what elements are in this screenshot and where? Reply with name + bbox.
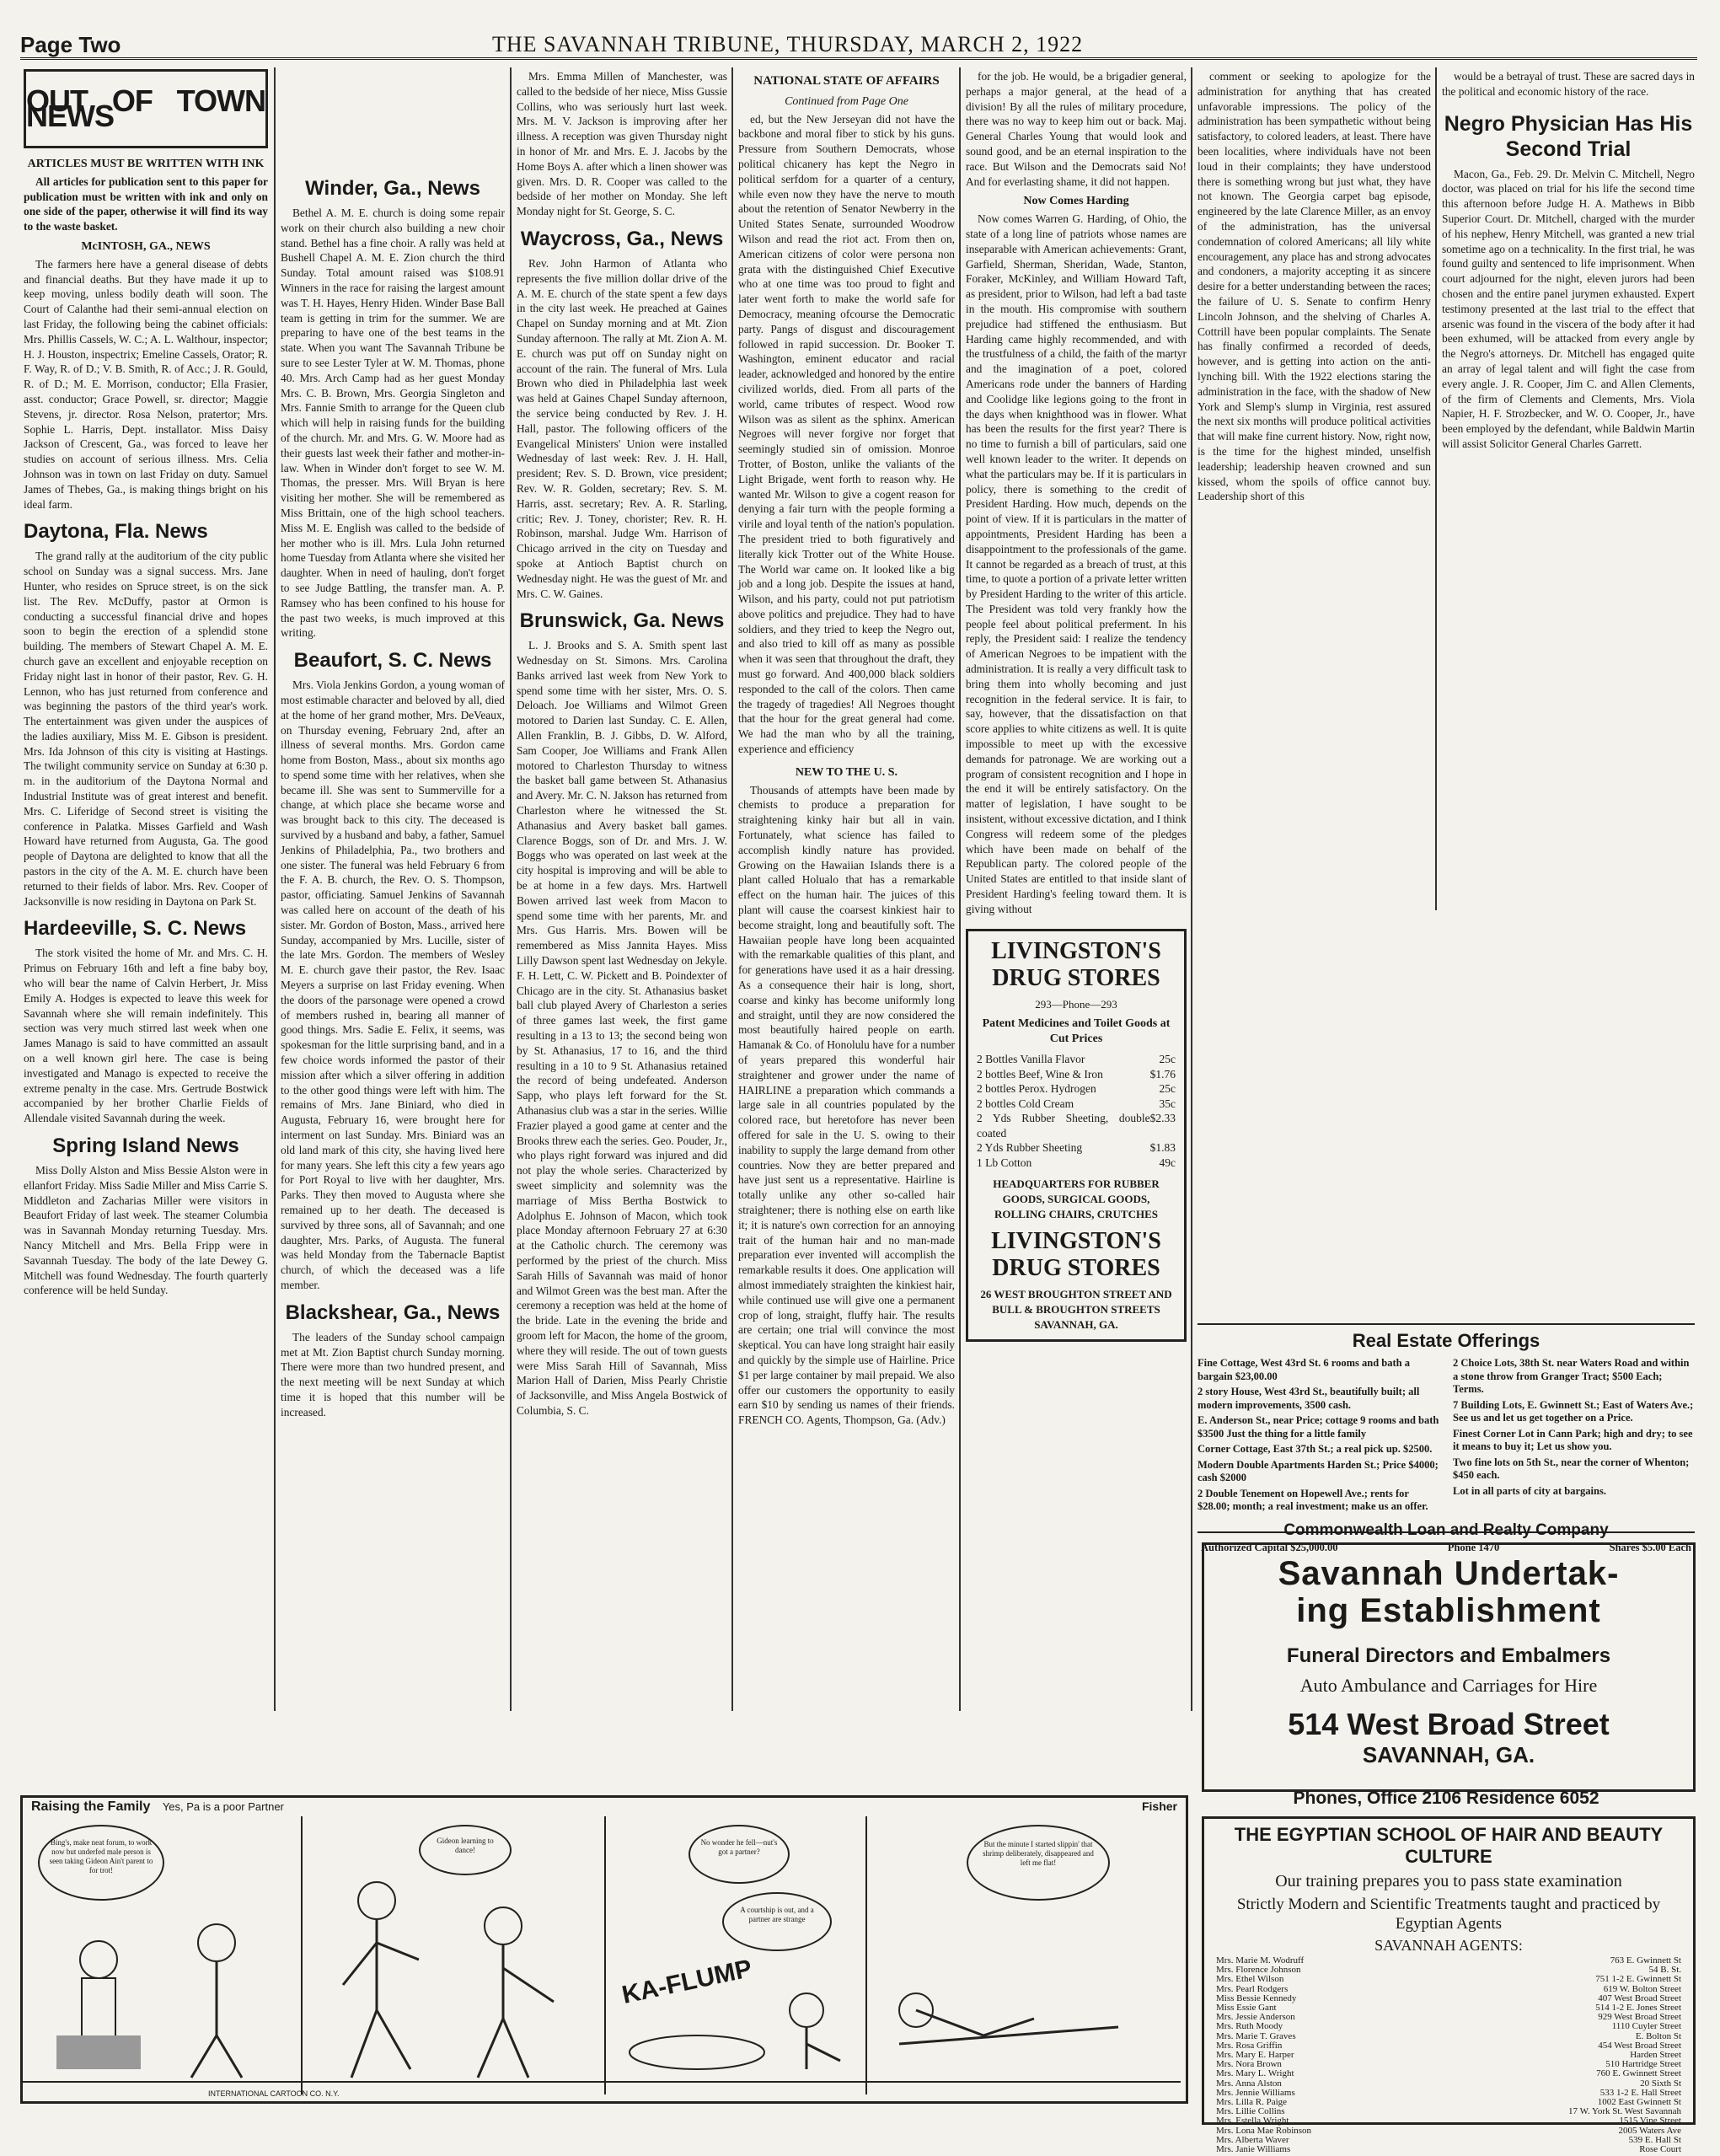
item-name: 2 Bottles Vanilla Flavor [977, 1053, 1085, 1066]
column-2 [281, 169, 505, 1795]
speech-balloon: But the minute I started slippin' that shrimp deliberately, disappeared and left me flat! [967, 1825, 1110, 1901]
price-list-item [977, 1081, 1176, 1097]
comic-panel-4 [865, 1816, 1181, 2094]
column-1 [24, 69, 268, 1780]
waycross-article: Rev. John Harmon of Atlanta who represents the five million dollar drive of the A. M. E. church of the state spent a few days in the city last week. He preached at Gaines Chapel on Sunday morning and at Mt. Zion Sunday afternoon. The rally at Mt. Zion A. M. E. church was put off on Sunday night on account of the rain. The funeral of Mrs. Lula Brown who died in Philadelphia last week was held at Gaines Chapel Sunday afternoon, the service being conducted by Rev. J. H. Hall, pastor. The following officers of the Evangelical Ministers' Union were installed Wednesday of last week: Rev. J. H. Hall, president; Rev. S. D. Brown, vice president; Rev. W. R. Golden, secretary; Rev. S. M. Harris, asst. secretary; Rev. A. R. Starling, critic; Rev. J. Toney, chorister; Rev. R. H. Robinson, marshal. Judge Wm. Harrison of Chicago arrived in the city on Tuesday and spoke at Antioch Baptist church on Wednesday night. He was the guest of Mr. and Mrs. C. W. Gaines. [517, 256, 727, 600]
agent-name: Mrs. Lilla R. Paige [1216, 2097, 1288, 2108]
column-rule [731, 67, 733, 1711]
comic-figures-panel-1 [23, 1816, 301, 2094]
sound-effect: KA-FLUMP [619, 1955, 755, 2009]
harding-article: Now comes Warren G. Harding, of Ohio, the state of a long line of patriots whose names are inseparable with American achievements: Grant, Garfield, Sherman, Sheridan, Wade, Stanton, Foraker, McKinley, and William Howard Taft, as president, prior to Wilson, had left a bad taste in the mouth. His compromise with southern prejudice had stiffened the enthusiasm. But Harding came highly recommended, and with the trustfulness of a child, the faith of the martyr and the imagination of a poet, colored Americans rode under the banners of Harding and Coolidge like legions going to the front in the days when knighthood was in flower. What has been the results for the first year? There is no time to furnish a bill of particulars, said one well known leader to the writer. It depends on what the particulars may be. If it is particulars in policy, there is something to the credit of President Harding. How much, depends on the point of view. If it is particulars in the matter of appointments, President Harding has been a disappointment to the professionals of the game. It cannot be regarded as a breach of trust, at this time, to quote a portion of a private letter written by President Harding to the writer of this article. The President was told very frankly how the people feel about political preferment. In his reply, the President said: I realize the tendency of American Negroes to be impatient with the administration. It is really a very difficult task to bring them into wholly becoming and just recognition in the federal service. It is fair, to say, however, that the dissatisfaction on that score applies to white citizens as well. It is quite impossible to meet up with the excessive demands for patronage. We are working out a program of consistent recognition and I hope in the end it will be entirely satisfactory. On the matter of legislation, I have sought to be insistent, without excessive dictation, and I think Congress will redeem some of the pledges which have been made on behalf of the Republican party. The colored people of the United States are entitled to that inside slant of President Harding's feeling toward them. It is giving without [966, 212, 1187, 915]
agent-name: Mrs. Estella Wright [1216, 2116, 1289, 2127]
agent-address: 2005 Waters Ave [1618, 2125, 1681, 2136]
agent-row [1216, 1975, 1681, 1984]
agent-name: Mrs. Mary E. Harper [1216, 2050, 1294, 2061]
column-rule [1435, 67, 1437, 910]
comic-strip [20, 1795, 1188, 2104]
notice-title: ARTICLES MUST BE WRITTEN WITH INK [27, 158, 265, 170]
undertaking-title-line-1: Savannah Undertak- [1278, 1555, 1620, 1592]
winder-article: Bethel A. M. E. church is doing some repair work on their church also building a new choir stand. Bethel has a fine choir. A rally was held at Bushell Chapel A. M. E. Zion church the third Sunday. Total amount raised was $108.91 Winners in the race for raising the largest amount was T. H. Hayes, Henry Hiden. Winder Base Ball team is getting in trim for the summer. We are preparing to have one of the best teams in the state. When you want The Savannah Tribune be sure to see Lester Tyler at W. M. Thomas, phone 40. Mrs. Arch Camp had as her guest Monday Mrs. C. B. Brown, Mrs. Georgia Singleton and Mrs. Fannie Smith to arrange for the Queen club which will help in raising funds for the building of the church. Mr. and Mrs. G. W. Moore had as their guests last week their father and mother-in-law. When in Winder don't forget to see W. M. Thomas, the presser. Mrs. Will Bryan is here visiting her mother. She will be remembered as Miss Brittain, one of the high school teachers. Miss M. E. English was called to the bedside of her mother who is ill. Mrs. Lula John returned home Tuesday from Atlanta where she visited her daughter. When in need of hauling, don't forget to see Judge Battling, the transfer man. A. P. Ramsey who has been confined to his house for the past two weeks, is much improved at this writing. [281, 206, 505, 640]
realty-phone: Phone 1470 [1447, 1541, 1500, 1553]
agent-name: Mrs. Jessie Anderson [1216, 2012, 1295, 2023]
agent-address: E. Bolton St [1635, 2030, 1681, 2041]
column-4 [738, 69, 955, 1789]
comic-title [31, 1799, 284, 1815]
livingston-title-2: LIVINGSTON'S DRUG STORES [991, 1228, 1161, 1282]
agent-address: 407 West Broad Street [1598, 1992, 1681, 2003]
undertaking-title-line-2: ing Establishment [1296, 1592, 1601, 1629]
brunswick-headline: Brunswick, Ga. News [519, 609, 725, 633]
column-5 [966, 69, 1187, 1789]
agent-row [1216, 2069, 1681, 2078]
waycross-headline: Waycross, Ga., News [520, 227, 724, 250]
agent-name: Mrs. Mary L. Wright [1216, 2068, 1294, 2079]
agent-name: Miss Essie Gant [1216, 2003, 1277, 2014]
livingston-title: LIVINGSTON'S DRUG STORES [991, 937, 1161, 991]
undertaking-city: SAVANNAH, GA. [1362, 1742, 1535, 1767]
column-7-continuation: would be a betrayal of trust. These are sacred days in the political and economic history of the race. [1442, 70, 1695, 98]
price-list-item [977, 1067, 1176, 1082]
column-rule [959, 67, 961, 1711]
column-rule [510, 67, 512, 1711]
comic-artist: Fisher [1141, 1799, 1177, 1813]
undertaking-ambulance: Auto Ambulance and Carriages for Hire [1299, 1675, 1598, 1696]
price-list-item [977, 1097, 1176, 1112]
agent-row [1216, 2022, 1681, 2031]
egyptian-school-ad [1202, 1816, 1696, 2155]
spring-island-article: Miss Dolly Alston and Miss Bessie Alston were in ellanfort Friday. Miss Sadie Miller and Miss Carrie S. Middleton and Zacharias Miller were visitors in Beaufort Friday of last week. The steamer Columbia was in Savannah Monday returning Tuesday. Mrs. Nancy Mitchell and Mrs. Bella Fripp were in Savannah Tuesday. The body of the late Dewey G. Mitchell was found Wednesday. The fourth quarterly conference will be held Sunday. [24, 1164, 268, 1297]
national-affairs-continuation: for the job. He would, be a brigadier general, perhaps a major general, at the head of a division! By all the rules of military procedure, there was no way to keep him out or back. Maj. General Charles Young that would look and sound good, and be an eternal inspiration to the race. But Wilson and the Democrats said No! And for everlasting shame, it did not happen. [966, 70, 1187, 188]
livingston-phone: 293—Phone—293 [1035, 997, 1117, 1011]
realty-capital: Authorized Capital $25,000.00 [1201, 1541, 1338, 1553]
item-name: 1 Lb Cotton [977, 1156, 1032, 1169]
item-price: 25c [1159, 1082, 1176, 1096]
undertaking-address: 514 West Broad Street [1288, 1707, 1610, 1741]
agent-name: Mrs. Alberta Waver [1216, 2134, 1289, 2145]
livingston-drug-ad [966, 929, 1187, 1342]
beaufort-headline: Beaufort, S. C. News [293, 649, 492, 673]
agent-name: Mrs. Ethel Wilson [1216, 1974, 1284, 1985]
comic-figures-panel-3 [604, 1816, 865, 2094]
mcintosh-article: The farmers here have a general disease of debts and financial deaths. But they have made it up to keep moving, unless bodily death will soon. The Court of Calanthe had their semi-annual election on last Friday, the following being the cabinet officials: Mrs. Phillis Cassels, W. C.; A. L. Walthour, inspector; H. J. Houston, inspectrix; Emeline Cassels, Orator; R. F. Way, R. of D.; V. B. Smith, R. of Acc.; J. R. Gould, R. of D.; M. E. Morrison, conductor; Ella Frasier, asst. conductor; Grace Powell, sr. director; Maggie Stevens, jr. director. Rosa Nelson, pratertor; Mrs. Sophie L. Harris, Dept. installator. Miss Daisy Jackson of Crescent, Ga., was forced to leave her studies on account of serious illness. Mrs. Celia Johnson was in town on last Friday on duty. Samuel James of Thebes, Ga., is making things bright on his ideal farm. [24, 257, 268, 511]
paper-dateline: THE SAVANNAH TRIBUNE, THURSDAY, MARCH 2, 1922 [492, 32, 1084, 56]
hardeeville-headline: Hardeeville, S. C. News [24, 917, 247, 941]
daytona-article: The grand rally at the auditorium of the city public school on Sunday was a signal success. Mrs. Jane Hunter, who resides on Spruce street, is on the sick list. The Rev. McDuffy, pastor at Ormon is conducting a successful financial drive and hopes soon to begin the erection of a splendid stone building. The members of Stewart Chapel A. M. E. church gave an excellent and enjoyable reception on Friday night last in honor of their pastor, Rev. G. H. Lennon, who has just returned from conference and was beginning the pastors of the third year's work. The entertainment was given under the auspices of the ladies auxiliary, Miss M. E. Gibson is president. Mrs. Ida Johnson of this city is visiting at Hastings. The twilight community service on Sunday at 6:30 p. m. in the auditorium of the Daytona Normal and Industrial Institute was of great interest and benefit. Mrs. C. Liferidge of Second street is visiting the conference in Palatka. Misses Garfield and Wash Howard have returned from Augusta, Ga. The good people of Daytona are delighted to know that all the pastors in the city of the A. M. E. church have been returned to their fields of labor. Mrs. Rev. Cooper of Jacksonville is now residing in Daytona on Park St. [24, 550, 268, 908]
harding-headline: Now Comes Harding [1023, 195, 1129, 208]
agent-address: 619 W. Bolton Street [1603, 1983, 1681, 1994]
agent-name: Mrs. Florence Johnson [1216, 1965, 1301, 1976]
agent-name: Mrs. Pearl Rodgers [1216, 1983, 1289, 1994]
livingston-headquarters: HEADQUARTERS FOR RUBBER GOODS, SURGICAL GOODS, ROLLING CHAIRS, CRUTCHES [993, 1177, 1160, 1220]
national-affairs-conclusion: comment or seeking to apologize for the administration for anything that has created unfavorable impressions. The policy of the administration has been sympathetic without being satisfactory, to colored leaders, at least. There have been localities, where individuals have not been loud in their complaints; they have understood there is something wrong but just what, they have not known. The Georgia carpet bag episode, engineered by the late Clarence Miller, as an envoy of the administration, has the universal condemnation of colored Americans; all lily white encouragement, any place has and strong advocates and condoners, a majority accepting it as sincere desire for a better understanding between the races; the failure of U. S. Senate to confirm Henry Lincoln Johnson, and the shelving of Charles A. Cottrill have been popular complaints. The Senate has finally confirmed a recorded of deeds, however, and is getting into action on the anti-lynching bill. With the 1922 elections staring the administration in the face, with the shadow of New York and Slemp's slump in Virginia, rest assured the next six months will produce political activities that will make fine current history. Now, right now, is the time for the highest minded, unselfish leadership; leadership heaven crowned and sun kissed, whom the spoils of office cannot buy. Leadership short of this [1198, 70, 1431, 503]
item-name: 2 Yds Rubber Sheeting [977, 1141, 1083, 1155]
real-estate-listing: Finest Corner Lot in Cann Park; high and dry; to see it means to buy it; Let us show you. [1453, 1427, 1693, 1452]
livingston-address: 26 WEST BROUGHTON STREET AND BULL & BROUGHTON STREETS SAVANNAH, GA. [980, 1288, 1172, 1331]
agent-address: Rose Court [1639, 2144, 1681, 2155]
agent-address: 20 Sixth St [1640, 2078, 1681, 2089]
agent-address: 760 E. Gwinnett Street [1596, 2068, 1681, 2079]
comic-credit: INTERNATIONAL CARTOON CO. N.Y. [208, 2089, 340, 2098]
brunswick-article: L. J. Brooks and S. A. Smith spent last Wednesday on St. Simons. Mrs. Carolina Banks arrived last week from New York to spend some time with her sister, Mrs. O. S. Deloach. Joe Williams and Wilmot Green motored to Darien last Sunday. C. E. Allen, Allen Franklin, B. J. Gibbs, D. W. Alford, Sam Cooper, Joe Williams and Frank Allen motored to Charleston Thursday to witness the basket ball game between St. Athanasius and Avery. Mr. C. N. Jakson has returned from Charleston where he witnessed the St. Athanasius and Avery basket ball games. Clarence Boggs, son of Dr. and Mrs. J. W. Boggs who was operated on last week at the city hospital is improving and will be able to be at home in a few days. Mrs. Hartwell Bowen arrived last week from Macon to spend some time with her parents, Mr. and Mrs. Gus Harris. Mrs. Bowen will be remembered as Miss Jannita Hayes. Miss Lilly Dawson spent last Wednesday on Jekyle. F. H. Lett, C. W. Pickett and B. Poindexter of Chicago are in the city. St. Athanasius basket ball club played Avery of Charleston a series of three games last week, the first game resulting in a 13 to 13; the second being won by St. Athanasius, 17 to 16, and the third resulting in a 10 to 9 St. Athanasius retained the record of being undefeated. Anderson Sapp, who plays left forward for the St. Athanasius club was a star in the series. Willie Frazier played a good game at center and the Brooks threw each the series. Geo. Pouder, Jr., who plays right forward was injured and did not play the whole series. Characterized by sweet simplicity and solemnity was the marriage of Miss Bertha Bostwick to Adolphus E. Johnson of Macon, which took place Monday afternoon February 27 at 6:30 at the Catholic church. The ceremony was performed by the priest of the church. Miss Sarah Hills of Savannah was maid of honor and Wilmot Green was the best man. After the ceremony a reception was held at the home of the bride. Late in the evening the bride and groom left for Macon, the home of the groom, where they will reside. The out of town guests were Miss Sarah Hill of Savannah, Miss Marion Hall of Darien, Miss Pearly Christie of Jacksonville, and Miss Angela Bostwick of Columbia, S. C. [517, 639, 727, 1417]
column-7 [1442, 69, 1695, 1300]
column-6 [1198, 69, 1431, 1300]
agent-name: Mrs. Lona Mae Robinson [1216, 2125, 1312, 2136]
comic-panel-2 [301, 1816, 606, 2094]
agent-row [1216, 2116, 1681, 2126]
national-affairs-headline: NATIONAL STATE OF AFFAIRS [753, 74, 940, 88]
speech-balloon: No wonder he fell—nut's got a partner? [689, 1825, 790, 1884]
agent-address: 763 E. Gwinnett St [1610, 1955, 1681, 1966]
item-name: 2 bottles Perox. Hydrogen [977, 1082, 1096, 1096]
real-estate-title: Real Estate Offerings [1352, 1330, 1540, 1351]
egyptian-school-tagline: Our training prepares you to pass state examination [1275, 1872, 1622, 1891]
real-estate-listing: Modern Double Apartments Harden St.; Price $4000; cash $2000 [1198, 1458, 1439, 1483]
livingston-price-list [977, 1052, 1176, 1170]
agent-address: 510 Hartridge Street [1605, 2059, 1681, 2070]
daytona-headline: Daytona, Fla. News [24, 520, 208, 544]
agent-row [1216, 2145, 1681, 2154]
agent-address: 514 1-2 E. Jones Street [1595, 2003, 1681, 2014]
notice-text: All articles for publication sent to this paper for publication must be written with ink and only on one side of the paper, otherwise it will find its way to the waste basket. [24, 174, 268, 233]
item-price: $1.83 [1149, 1141, 1176, 1155]
column-3-article-continuation: Mrs. Emma Millen of Manchester, was called to the bedside of her niece, Miss Gussie Collins, who was seriously hurt last week. Mrs. M. V. Jackson is improving after her illness. A reception was given Thursday night in honor of Mr. and Mrs. E. J. Jacobs by the Home Boys A. after which a linen shower was given. Mrs. D. R. Cooper was called to the bedside of her mother on Monday. She left Monday night for St. George, S. C. [517, 70, 727, 218]
agent-name: Mrs. Marie M. Wodruff [1216, 1955, 1305, 1966]
item-price: $2.33 [1149, 1112, 1176, 1125]
real-estate-list-right [1453, 1357, 1695, 1516]
comic-figures-panel-4 [865, 1816, 1181, 2094]
page-number: Page Two [20, 32, 121, 57]
continued-note: Continued from Page One [785, 94, 908, 108]
out-of-town-banner [24, 69, 268, 148]
agent-address: 17 W. York St. West Savannah [1568, 2106, 1681, 2117]
agent-name: Mrs. Lillie Collins [1216, 2106, 1285, 2117]
real-estate-listing: Lot in all parts of city at bargains. [1453, 1484, 1606, 1497]
agent-address: 539 E. Hall St [1628, 2134, 1681, 2145]
comic-figures-panel-2 [301, 1816, 604, 2094]
agent-name: Miss Bessie Kennedy [1216, 1992, 1297, 2003]
speech-balloon: Gideon learning to dance! [419, 1825, 512, 1875]
agent-name: Mrs. Rosa Griffin [1216, 2040, 1283, 2051]
egyptian-school-title: THE EGYPTIAN SCHOOL OF HAIR AND BEAUTY CULTURE [1234, 1824, 1664, 1867]
price-list-item [977, 1140, 1176, 1156]
agent-name: Mrs. Nora Brown [1216, 2059, 1282, 2070]
mcintosh-headline: McINTOSH, GA., NEWS [81, 239, 211, 253]
egyptian-agents-list [1204, 1955, 1693, 2156]
livingston-subtitle: Patent Medicines and Toilet Goods at Cut Prices [982, 1017, 1171, 1046]
real-estate-ad [1198, 1323, 1695, 1553]
negro-physician-headline: Negro Physician Has His Second Trial [1444, 111, 1693, 161]
real-estate-listing: E. Anderson St., near Price; cottage 9 rooms and bath $3500 Just the thing for a little family [1198, 1414, 1439, 1440]
agent-name: Mrs. Anna Alston [1216, 2078, 1282, 2089]
agent-address: 54 B. St. [1648, 1965, 1681, 1976]
egyptian-school-description: Strictly Modern and Scientific Treatments taught and practiced by Egyptian Agents [1236, 1896, 1661, 1933]
real-estate-listing: 2 story House, West 43rd St., beautifully built; all modern improvements, 3500 cash. [1198, 1386, 1420, 1411]
national-affairs-article: ed, but the New Jerseyan did not have the backbone and moral fiber to stick by his guns. Pressure from Southern Democrats, whose political chicanery has kept the Negro in political serfdom for a quarter of a century, while even now they have the nerve to mouth about the retention of Senator Newberry in the United States Senate, surrounded Woodrow Wilson and read the riot act. From then on, American citizens of color were persona non grata with the distinguished Chief Executive who at one time was too proud to fight and later went forth to make the world safe for Democracy, meaning ofcourse the Democratic party. Pangs of disgust and discouragement followed in rapid succession. Dr. Booker T. Washington, eminent educator and racial leader, acknowledged and honored by the entire civilized worlds, died. From all parts of the world, came tributes of respect. Wood row Wilson was as silent as the sphinx. American Negroes will never forgive nor forget that seemingly studied sin of omission. Monroe Trotter, of Boston, unlike the valiants of the Light Brigade, went forth to reason why. He wanted Mr. Wilson to give a cogent reason for denying a fair turn with the people forming a virile and loyal tenth of the nation's population. The president tried to both figuratively and literally kick Trotter out of the White House. The World war came on. It looked like a big job and a long job. Despite the issues at hand, Wilson, and his party, could not put patriotism above politics and prejudice. They had to have soldiers, and they tried to keep the Negro out, and also tried to kill off as many as possible when it was seen that throughout the draft, they must go forward. And 400,000 black soldiers responded to the call of the colors. Then came the tragedy of tragedies! All Negroes thought that the hour for the great general had come. We had the man who by all the training, experience and efficiency [738, 112, 955, 756]
agent-address: 751 1-2 E. Gwinnett St [1595, 1974, 1681, 1985]
beaufort-article: Mrs. Viola Jenkins Gordon, a young woman of most estimable character and beloved by all, died at the home of her grand mother, Mrs. DeVeaux, on Thursday evening, February 2nd, after an illness of several months. Mrs. Gordon came home from Boston, Mass., about six months ago to spend some time with her relatives, when she became ill. She was sent to Summerville for a change, at which place she became worse and was brought back to this city. The deceased is survived by a husband and baby, a father, Samuel Jenkins of Philadelphia, Pa., two brothers and one sister. The funeral was held February 6 from the F. A. B. church, the Rev. O. S. Thompson, pastor, officiating. Samuel Jenkins of Savannah was called here on account of the death of his sister. Mr. Gordon of Boston, Mass., arrived here Sunday, accompanied by Mrs. Lucille, sister of the late Mrs. Gordon. The members of Wesley M. E. church gave their pastor, the Rev. Isaac Meyers a surprise on last Friday evening. When the doors of the parsonage were opened a crowd of members rushed in, bearing all manner of good things. Mrs. Sadie E. Felix, it seems, was spokesman for the little surprising band, and in a few choice words informed the pastor of their mission after which a silver offering in addition to the other good things were left with him. The remains of Mrs. Jane Biniard, who died in Augusta, February 16, were brought here for interment on last Sunday. Mrs. Biniard was an old land mark of this city, she having lived here for many years. She left this city a few years ago for Port Royal to live with her daughter, Mrs. Parks. They then moved to Augusta where she remained up to her death. The deceased is survived by three sons, all of Savannah; and one daughter, Mrs. Parks, of Augusta. The funeral was held Monday from the Tabernacle Baptist church, of which the deceased was a life member. [281, 678, 505, 1291]
comic-panel-1 [23, 1816, 303, 2094]
price-list-item [977, 1111, 1176, 1140]
winder-headline: Winder, Ga., News [305, 177, 480, 200]
new-to-us-headline: NEW TO THE U. S. [795, 765, 898, 779]
item-price: $1.76 [1149, 1067, 1176, 1081]
agent-address: 454 West Broad Street [1598, 2040, 1681, 2051]
item-name: 2 Yds Rubber Sheeting, double coated [977, 1112, 1150, 1140]
real-estate-listing: Corner Cottage, East 37th St.; a real pick up. $2500. [1198, 1443, 1433, 1455]
egyptian-agents-title: SAVANNAH AGENTS: [1374, 1937, 1523, 1954]
undertaking-ad [1202, 1542, 1696, 1792]
speech-balloon: Bing's, make neat forum, to work now but underfed male person is seen taking Gideon Ain't parent to for trot! [38, 1825, 164, 1901]
hardeeville-article: The stork visited the home of Mr. and Mrs. C. H. Primus on February 16th and left a fine baby boy, who will bear the name of Calvin Herbert, Jr. Miss Emily A. Hodges is expected to leave this week for Savannah where she will remain indefinitely. This section was very much stirred last week when one James Manago is said to have committed an assault on a well known girl here. The case is being investigated and Manago is expected to receive the extreme penalty in the case. Mrs. Gertrude Bostwick accompanied by her brother Charlie Fields of Allendale visited Savannah during the week. [24, 947, 268, 1125]
agent-address: Harden Street [1630, 2050, 1681, 2061]
agent-name: Mrs. Marie T. Graves [1216, 2030, 1296, 2041]
price-list-item [977, 1052, 1176, 1067]
comic-panel-3 [604, 1816, 867, 2094]
real-estate-list-left [1198, 1357, 1439, 1516]
undertaking-phones: Phones, Office 2106 Residence 6052 [1293, 1789, 1599, 1808]
agent-address: 533 1-2 E. Hall Street [1599, 2087, 1681, 2098]
new-to-us-article: Thousands of attempts have been made by chemists to produce a preparation for straightening kinky hair but all in vain. Fortunately, what science has failed to accomplish kindly nature has provided. Growing on the Hawaiian Islands there is a plant called Holualo that has a remarkable effect on the human hair. The juices of this plant will cause the coarsest kinkiest hair to become straight, long and beautifully soft. The Hawaiian people have long been acquainted with the remarkable qualities of this plant, and for generations have used it as a hair dressing. As a consequence their hair is long, short, coarse and kinky has become uniformly long and straight, until they are now considered the most beautifully haired people on earth. Hamanak & Co. of Honolulu have for a number of years prepared this wonderful hair straightener and grower under the name of HAIRLINE a preparation which commands a large sale in all countries populated by the colored race, but heretofore has never been offered for sale in the U. S. owing to their inability to supply the large demand from other countries. Now they are better prepared and have just sent us a representative. Hairline is totally unlike any other so-called hair straightener; there is nothing else on earth like it; it is nature's own correction for an annoying trait of the human hair and no man-made preparation ever invented will accomplish the remarkable results it does. One application will almost immediately straighten the kinkiest hair, while continued use will give one a permanent crop of long, straight, fluffy hair. The results are certain; one trial will convince the most skeptical. You can have long straight hair easily and quickly by the simple use of Hairline. Price $1 per large container by mail prepaid. We also offer our customers the opportunity to easily earn $10 by sending us names of their friends. FRENCH CO. Agents, Thompson, Ga. (Adv.) [738, 783, 955, 1427]
comic-title-text: Raising the Family [31, 1799, 151, 1814]
masthead [20, 32, 1697, 60]
section-banner-title: OUT OF TOWN NEWS [26, 83, 265, 133]
blackshear-article: The leaders of the Sunday school campaign met at Mt. Zion Baptist church Sunday morning. There were more than two hundred present, and the next meeting will be next Sunday at which time it is hoped that this number will be increased. [281, 1330, 505, 1419]
real-estate-listing: 7 Building Lots, E. Gwinnett St.; East of Waters Ave.; See us and let us get together on a Price. [1453, 1398, 1694, 1424]
agent-name: Mrs. Janie Williams [1216, 2144, 1291, 2155]
item-price: 35c [1159, 1097, 1176, 1110]
real-estate-listing: 2 Double Tenement on Hopewell Ave.; rents for $28.00; month; a real investment; make us an offer. [1198, 1487, 1428, 1512]
agent-address: 1110 Cuyler Street [1611, 2021, 1681, 2032]
realty-shares: Shares $5.00 Each [1609, 1541, 1691, 1553]
item-price: 49c [1159, 1156, 1176, 1169]
negro-physician-article: Macon, Ga., Feb. 29. Dr. Melvin C. Mitchell, Negro doctor, was placed on trial for his life the second time this afternoon before Judge H. A. Mathews in Bibb Superior Court. Dr. Mitchell, charged with the murder of his nephew, Henry Mitchell, was granted a new trial sometime ago on a technicality. In the first trial, he was found guilty and sentenced to life imprisonment. When court adjourned for the night, eleven jurors had been chosen and the entire panel jurymen exhausted. Expert testimony presented at the last trial to the effect that arsenic was found in the viscera of the body after it had been exhumed, will be attacked from every angle by the Negro's attorneys. Dr. Mitchell has engaged quite an array of legal talent and will fight the case from every angle. J. R. Cooper, Jim C. and Allen Clements, of the firm of Clements and Clements, Mrs. Viola Napier, H. F. Strozbecker, and W. O. Cooper, Jr., have been employed by the defendant, while Baldwin Martin will assist Solicitor General Charles Garrett. [1442, 167, 1695, 450]
realty-company-name: Commonwealth Loan and Realty Company [1283, 1520, 1609, 1539]
comic-subtitle: Yes, Pa is a poor Partner [162, 1800, 284, 1813]
item-price: 25c [1159, 1053, 1176, 1066]
agent-address: 1515 Vine Street [1619, 2116, 1681, 2127]
agent-address: 929 West Broad Street [1598, 2012, 1681, 2023]
spring-island-headline: Spring Island News [52, 1134, 239, 1158]
blackshear-headline: Blackshear, Ga., News [285, 1301, 501, 1324]
undertaking-services: Funeral Directors and Embalmers [1286, 1644, 1611, 1667]
column-3 [517, 69, 727, 1789]
real-estate-listing: Two fine lots on 5th St., near the corner of Whenton; $450 each. [1453, 1456, 1690, 1481]
agent-name: Mrs. Jennie Williams [1216, 2087, 1295, 2098]
speech-balloon: A courtship is out, and a partner are strange [722, 1892, 832, 1951]
column-rule [274, 67, 276, 1711]
column-rule [1191, 67, 1192, 1711]
agent-name: Mrs. Ruth Moody [1216, 2021, 1283, 2032]
item-name: 2 bottles Cold Cream [977, 1097, 1074, 1110]
real-estate-listing: Fine Cottage, West 43rd St. 6 rooms and bath a bargain $23,00.00 [1198, 1357, 1410, 1382]
real-estate-listing: 2 Choice Lots, 38th St. near Waters Road and within a stone throw from Granger Tract; $500 Each; Terms. [1453, 1357, 1690, 1395]
price-list-item [977, 1156, 1176, 1171]
item-name: 2 bottles Beef, Wine & Iron [977, 1067, 1103, 1081]
agent-address: 1002 East Gwinnett St [1597, 2097, 1681, 2108]
